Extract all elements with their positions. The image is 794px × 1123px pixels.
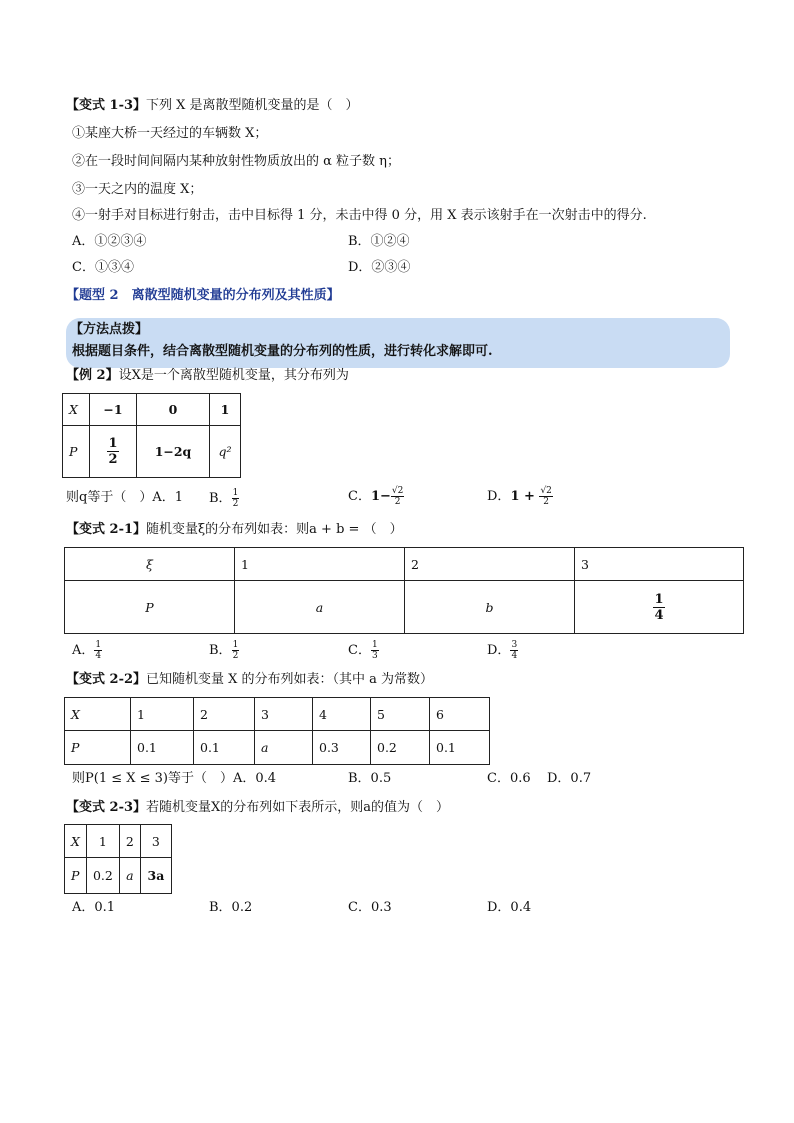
v22-head: 【变式 2-2】 — [66, 672, 147, 687]
method-text: 根据题目条件，结合离散型随机变量的分布列的性质，进行转化求解即可. — [72, 344, 493, 359]
v21-cell-b: b — [405, 581, 575, 634]
v13-item-1: ①某座大桥一天经过的车辆数 X； — [72, 126, 268, 141]
v21-option-b-prefix: B． — [209, 643, 232, 658]
v23-head: 【变式 2-3】 — [66, 800, 147, 815]
v22-cell-p1: 0.1 — [131, 731, 194, 765]
v22-table-row-p — [65, 731, 490, 765]
v21-cell-xi: ξ — [65, 548, 235, 581]
v21-cell-x3: 3 — [575, 548, 744, 581]
v21-option-c-den: 3 — [371, 651, 378, 661]
ex2-option-d-frac — [539, 486, 552, 507]
v13-option-c: C．①③④ — [72, 260, 134, 275]
ex2-stem-line — [66, 488, 183, 508]
v22-stem-line — [72, 769, 276, 789]
v21-option-c-frac — [371, 640, 379, 661]
v21-table-row-p — [65, 581, 744, 634]
v21-option-a-frac — [94, 640, 102, 661]
v22-cell-p: P — [65, 731, 131, 765]
v21-head: 【变式 2-1】 — [66, 522, 147, 537]
v21-cell-last — [575, 581, 744, 634]
v22-cell-x5: 5 — [371, 698, 430, 731]
v22-cell-x2: 2 — [194, 698, 255, 731]
topic2-title: 【题型 2 离散型随机变量的分布列及其性质】 — [66, 288, 340, 303]
v13-option-a: A．①②③④ — [72, 234, 147, 249]
v13-question-line — [66, 96, 359, 116]
v21-question: 随机变量ξ的分布列如表：则a + b = （ ） — [146, 522, 403, 537]
ex2-stem: 则q等于（ ） — [66, 490, 153, 505]
v23-table — [64, 824, 172, 894]
ex2-table — [62, 393, 241, 478]
v23-cell-x3: 3 — [140, 825, 171, 858]
v21-cell-a: a — [235, 581, 405, 634]
ex2-cell-x1: −1 — [90, 394, 137, 426]
v21-table-row-xi — [65, 548, 744, 581]
v22-option-d: D．0.7 — [547, 771, 592, 786]
ex2-table-row-p — [63, 426, 241, 478]
v22-option-b: B．0.5 — [348, 771, 392, 786]
ex2-option-b-den: 2 — [232, 499, 239, 509]
ex2-option-d-lead: 1 + — [510, 489, 540, 504]
v21-table — [64, 547, 744, 634]
v23-option-b: B．0.2 — [209, 900, 253, 915]
v21-option-a-den: 4 — [95, 651, 102, 661]
v21-option-c-num: 1 — [371, 640, 378, 650]
ex2-option-c-den: 2 — [394, 497, 401, 507]
v22-question-line — [66, 670, 433, 690]
v21-option-d-frac — [510, 640, 518, 661]
ex2-option-c-num: √2 — [391, 486, 404, 496]
v23-table-row-x — [65, 825, 172, 858]
ex2-option-c-frac — [391, 486, 404, 507]
v22-cell-p2: 0.1 — [194, 731, 255, 765]
v21-option-c-prefix: C． — [348, 643, 371, 658]
v23-cell-p: P — [65, 858, 87, 894]
v23-table-row-p — [65, 858, 172, 894]
ex2-p1-frac — [107, 436, 118, 467]
ex2-option-d-den: 2 — [543, 497, 550, 507]
ex2-head: 【例 2】 — [66, 368, 119, 383]
v22-cell-x6: 6 — [430, 698, 490, 731]
ex2-option-b-frac — [232, 488, 240, 509]
ex2-cell-p: P — [63, 426, 90, 478]
v21-last-frac — [653, 592, 664, 623]
v23-cell-p2: a — [119, 858, 140, 894]
v22-cell-x3: 3 — [255, 698, 313, 731]
v21-option-a — [72, 640, 102, 661]
method-title: 【方法点拨】 — [70, 322, 149, 337]
v23-option-a: A．0.1 — [72, 900, 116, 915]
v21-option-b-den: 2 — [232, 651, 239, 661]
v22-cell-x4: 4 — [313, 698, 371, 731]
ex2-option-b-prefix: B． — [209, 491, 232, 506]
v13-item-3: ③一天之内的温度 X； — [72, 182, 203, 197]
v21-option-d-num: 3 — [511, 640, 518, 650]
v22-question: 已知随机变量 X 的分布列如表：（其中 a 为常数） — [146, 672, 434, 687]
v22-cell-p6: 0.1 — [430, 731, 490, 765]
v13-head: 【变式 1-3】 — [66, 98, 147, 113]
v21-question-line — [66, 520, 403, 540]
v21-last-den: 4 — [654, 607, 664, 623]
v23-option-c: C．0.3 — [348, 900, 392, 915]
v21-cell-p: P — [65, 581, 235, 634]
ex2-option-a: A．1 — [152, 490, 183, 505]
ex2-p1-den: 2 — [108, 452, 118, 467]
v21-cell-x1: 1 — [235, 548, 405, 581]
ex2-p1-num: 1 — [108, 436, 118, 451]
ex2-option-b — [209, 488, 239, 509]
v22-option-a: A．0.4 — [233, 771, 277, 786]
ex2-cell-p2: 1−2q — [137, 426, 210, 478]
v22-cell-p3: a — [255, 731, 313, 765]
v22-cell-x: X — [65, 698, 131, 731]
ex2-cell-x: X — [63, 394, 90, 426]
ex2-cell-x2: 0 — [137, 394, 210, 426]
v23-cell-x: X — [65, 825, 87, 858]
v22-cell-p4: 0.3 — [313, 731, 371, 765]
v22-option-c: C．0.6 — [487, 771, 531, 786]
v22-cell-x1: 1 — [131, 698, 194, 731]
v21-option-a-prefix: A． — [72, 643, 95, 658]
v21-last-num: 1 — [654, 591, 664, 607]
ex2-question-line — [66, 366, 349, 386]
v23-question: 若随机变量X的分布列如下表所示，则a的值为（ ） — [146, 800, 450, 815]
v23-cell-x1: 1 — [86, 825, 119, 858]
v21-option-d-prefix: D． — [487, 643, 511, 658]
ex2-option-d-num: √2 — [540, 486, 552, 496]
ex2-question: 设X是一个离散型随机变量，其分布列为 — [118, 368, 349, 383]
v23-cell-p1: 0.2 — [86, 858, 119, 894]
ex2-cell-p3: q² — [210, 426, 241, 478]
v13-option-b: B．①②④ — [348, 234, 410, 249]
v23-cell-p3: 3a — [140, 858, 171, 894]
v23-cell-x2: 2 — [119, 825, 140, 858]
ex2-option-c-lead: 1− — [370, 489, 391, 504]
v21-option-c — [348, 640, 379, 661]
v13-item-2: ②在一段时间间隔内某种放射性物质放出的 α 粒子数 η； — [72, 154, 400, 169]
v21-option-d — [487, 640, 518, 661]
ex2-cell-p1 — [90, 426, 137, 478]
ex2-option-d-prefix: D． — [487, 489, 511, 504]
ex2-option-c — [348, 486, 404, 507]
v21-cell-x2: 2 — [405, 548, 575, 581]
v22-stem: 则P(1 ≤ X ≤ 3)等于（ ） — [72, 771, 234, 786]
v21-option-d-den: 4 — [511, 651, 518, 661]
v21-option-b-frac — [232, 640, 240, 661]
ex2-table-row-x — [63, 394, 241, 426]
v21-option-b — [209, 640, 239, 661]
v13-item-4: ④一射手对目标进行射击，击中目标得 1 分，未击中得 0 分，用 X 表示该射手在一次射击中的得分. — [72, 208, 647, 223]
v13-question: 下列 X 是离散型随机变量的是（ ） — [146, 98, 359, 113]
ex2-option-c-prefix: C． — [348, 489, 371, 504]
v22-table — [64, 697, 490, 765]
v22-cell-p5: 0.2 — [371, 731, 430, 765]
ex2-cell-x3: 1 — [210, 394, 241, 426]
v22-table-row-x — [65, 698, 490, 731]
v13-option-d: D．②③④ — [348, 260, 411, 275]
ex2-option-d — [487, 486, 553, 507]
v23-option-d: D．0.4 — [487, 900, 532, 915]
v21-option-b-num: 1 — [232, 640, 239, 650]
v21-option-a-num: 1 — [95, 640, 102, 650]
ex2-option-b-num: 1 — [232, 488, 239, 498]
v23-question-line — [66, 798, 449, 818]
